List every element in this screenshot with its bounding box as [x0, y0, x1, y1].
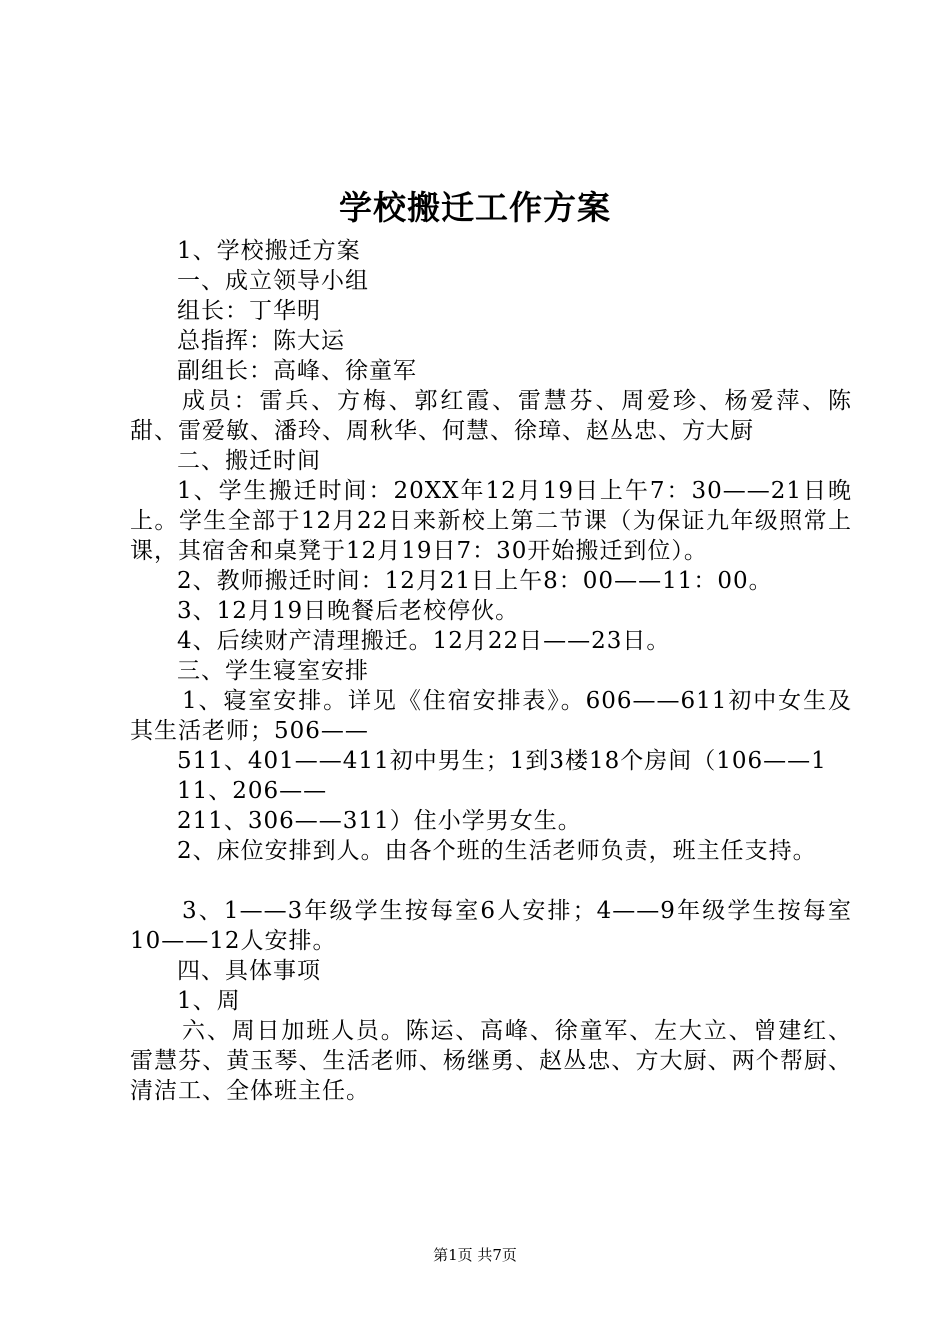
document-body [130, 236, 852, 1106]
paragraph: 11、206—— [177, 778, 328, 804]
paragraph: 211、306——311）住小学男女生。 [177, 808, 582, 834]
paragraph: 2、床位安排到人。由各个班的生活老师负责，班主任支持。 [177, 838, 817, 864]
blank-line [130, 866, 852, 896]
paragraph: 1、周 [177, 988, 241, 1014]
paragraph: 组长：丁华明 [177, 298, 321, 324]
paragraph: 511、401——411初中男生；1到3楼18个房间（106——1 [177, 748, 827, 774]
paragraph: 4、后续财产清理搬迁。12月22日——23日。 [177, 628, 671, 654]
page-footer: 第1页 共7页 [433, 1246, 517, 1264]
section-heading: 二、搬迁时间 [177, 448, 321, 474]
section-heading: 四、具体事项 [177, 958, 321, 984]
paragraph: 成员：雷兵、方梅、郭红霞、雷慧芬、周爱珍、杨爱萍、陈甜、雷爱敏、潘玲、周秋华、何慧、徐璋、赵丛忠、方大厨 [130, 388, 852, 444]
paragraph: 1、学生搬迁时间：20XX年12月19日上午7：30——21日晚上。学生全部于12月22日来新校上第二节课（为保证九年级照常上课，其宿舍和桌凳于12月19日7：30开始搬迁到位）。 [130, 478, 852, 564]
paragraph: 3、1——3年级学生按每室6人安排；4——9年级学生按每室10——12人安排。 [130, 898, 852, 954]
section-heading: 一、成立领导小组 [177, 268, 369, 294]
paragraph: 六、周日加班人员。陈运、高峰、徐童军、左大立、曾建红、雷慧芬、黄玉琴、生活老师、杨继勇、赵丛忠、方大厨、两个帮厨、清洁工、全体班主任。 [130, 1018, 852, 1104]
paragraph: 3、12月19日晚餐后老校停伙。 [177, 598, 520, 624]
paragraph: 总指挥：陈大运 [177, 328, 345, 354]
paragraph: 副组长：高峰、徐童军 [177, 358, 417, 384]
paragraph: 1、学校搬迁方案 [177, 238, 361, 264]
section-heading: 三、学生寝室安排 [177, 658, 369, 684]
document-title: 学校搬迁工作方案 [339, 188, 611, 227]
paragraph: 1、寝室安排。详见《住宿安排表》。606——611初中女生及其生活老师；506—— [130, 688, 852, 744]
paragraph: 2、教师搬迁时间：12月21日上午8：00——11：00。 [177, 568, 773, 594]
